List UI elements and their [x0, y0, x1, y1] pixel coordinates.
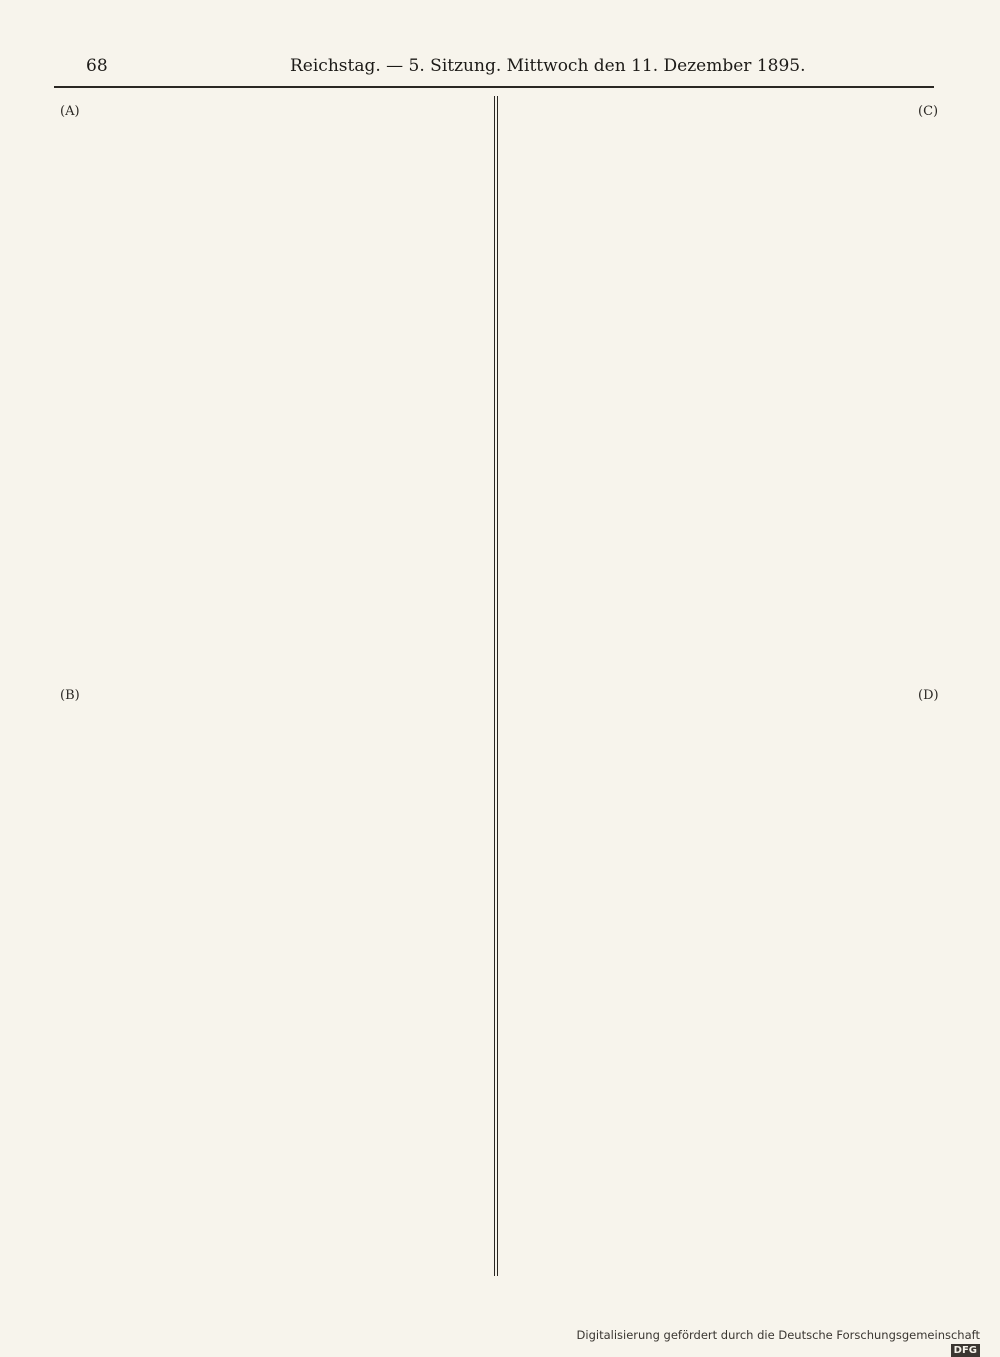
margin-mark-a: (A)	[60, 104, 80, 119]
margin-mark-d: (D)	[918, 688, 939, 703]
digitization-credit	[560, 1328, 980, 1356]
column-divider	[494, 96, 495, 1276]
column-divider-second	[497, 96, 498, 1276]
right-column-text	[508, 102, 910, 1262]
dfg-logo-icon: DFG	[951, 1344, 980, 1357]
left-column-text	[84, 102, 484, 1262]
page-number: 68	[86, 56, 108, 76]
credit-text: Digitalisierung gefördert durch die Deutsche Forschungsgemeinschaft	[576, 1328, 980, 1342]
margin-mark-b: (B)	[60, 688, 80, 703]
margin-mark-c: (C)	[918, 104, 939, 119]
page-header	[0, 0, 1000, 100]
running-title: Reichstag. — 5. Sitzung. Mittwoch den 11. Dezember 1895.	[290, 56, 806, 76]
header-divider	[54, 86, 934, 88]
